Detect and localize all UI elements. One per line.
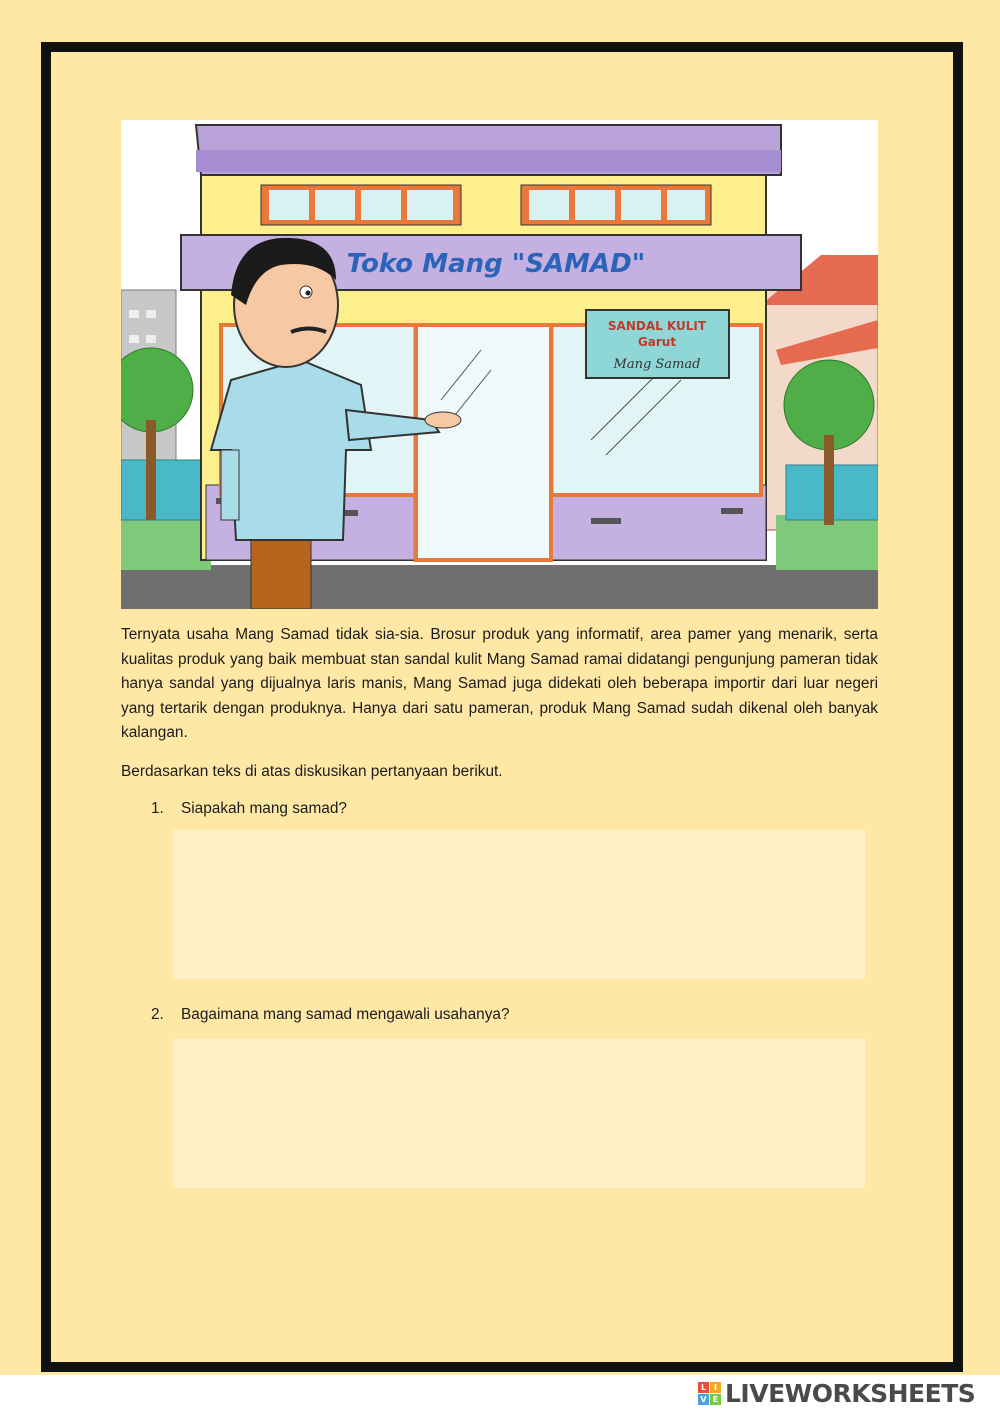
sign-board-line1: SANDAL KULIT: [607, 319, 707, 333]
story-paragraph: Ternyata usaha Mang Samad tidak sia-sia. Brosur produk yang informatif, area pamer yang menarik, serta kualitas produk yang baik membuat stan sandal kulit Mang Samad ramai didatangi pengunjung pameran tidak hanya sandal yang dijualnya laris manis, Mang Samad juga didekati oleh beberapa importir dari luar negeri yang tertarik dengan produknya. Hanya dari satu pameran, produk Mang Samad sudah dikenal oleh banyak kalangan.: [121, 626, 878, 742]
liveworksheets-wordmark: LIVEWORKSHEETS: [725, 1378, 976, 1408]
question-1-number: 1.: [151, 800, 164, 817]
store-sign-text: Toko Mang "SAMAD": [346, 249, 646, 279]
answer-2-field[interactable]: [173, 1039, 865, 1188]
liveworksheets-logo: [698, 1378, 975, 1408]
answer-1-field[interactable]: [173, 830, 865, 979]
liveworksheets-mark-icon: [698, 1382, 721, 1405]
question-2-text: Bagaimana mang samad mengawali usahanya?: [181, 1006, 510, 1023]
question-2-number: 2.: [151, 1006, 164, 1023]
question-2: [151, 1004, 510, 1026]
instruction-text: Berdasarkan teks di atas diskusikan pertanyaan berikut.: [121, 763, 503, 780]
sign-board-line3: Mang Samad: [613, 357, 701, 372]
sign-board-line2: Garut: [637, 335, 677, 349]
question-1-text: Siapakah mang samad?: [181, 800, 347, 817]
logo-mark-letter: V: [698, 1394, 709, 1405]
logo-mark-letter: L: [698, 1382, 709, 1393]
store-illustration: [121, 120, 878, 609]
logo-mark-letter: E: [710, 1394, 721, 1405]
question-1: [151, 798, 347, 820]
logo-mark-letter: I: [710, 1382, 721, 1393]
